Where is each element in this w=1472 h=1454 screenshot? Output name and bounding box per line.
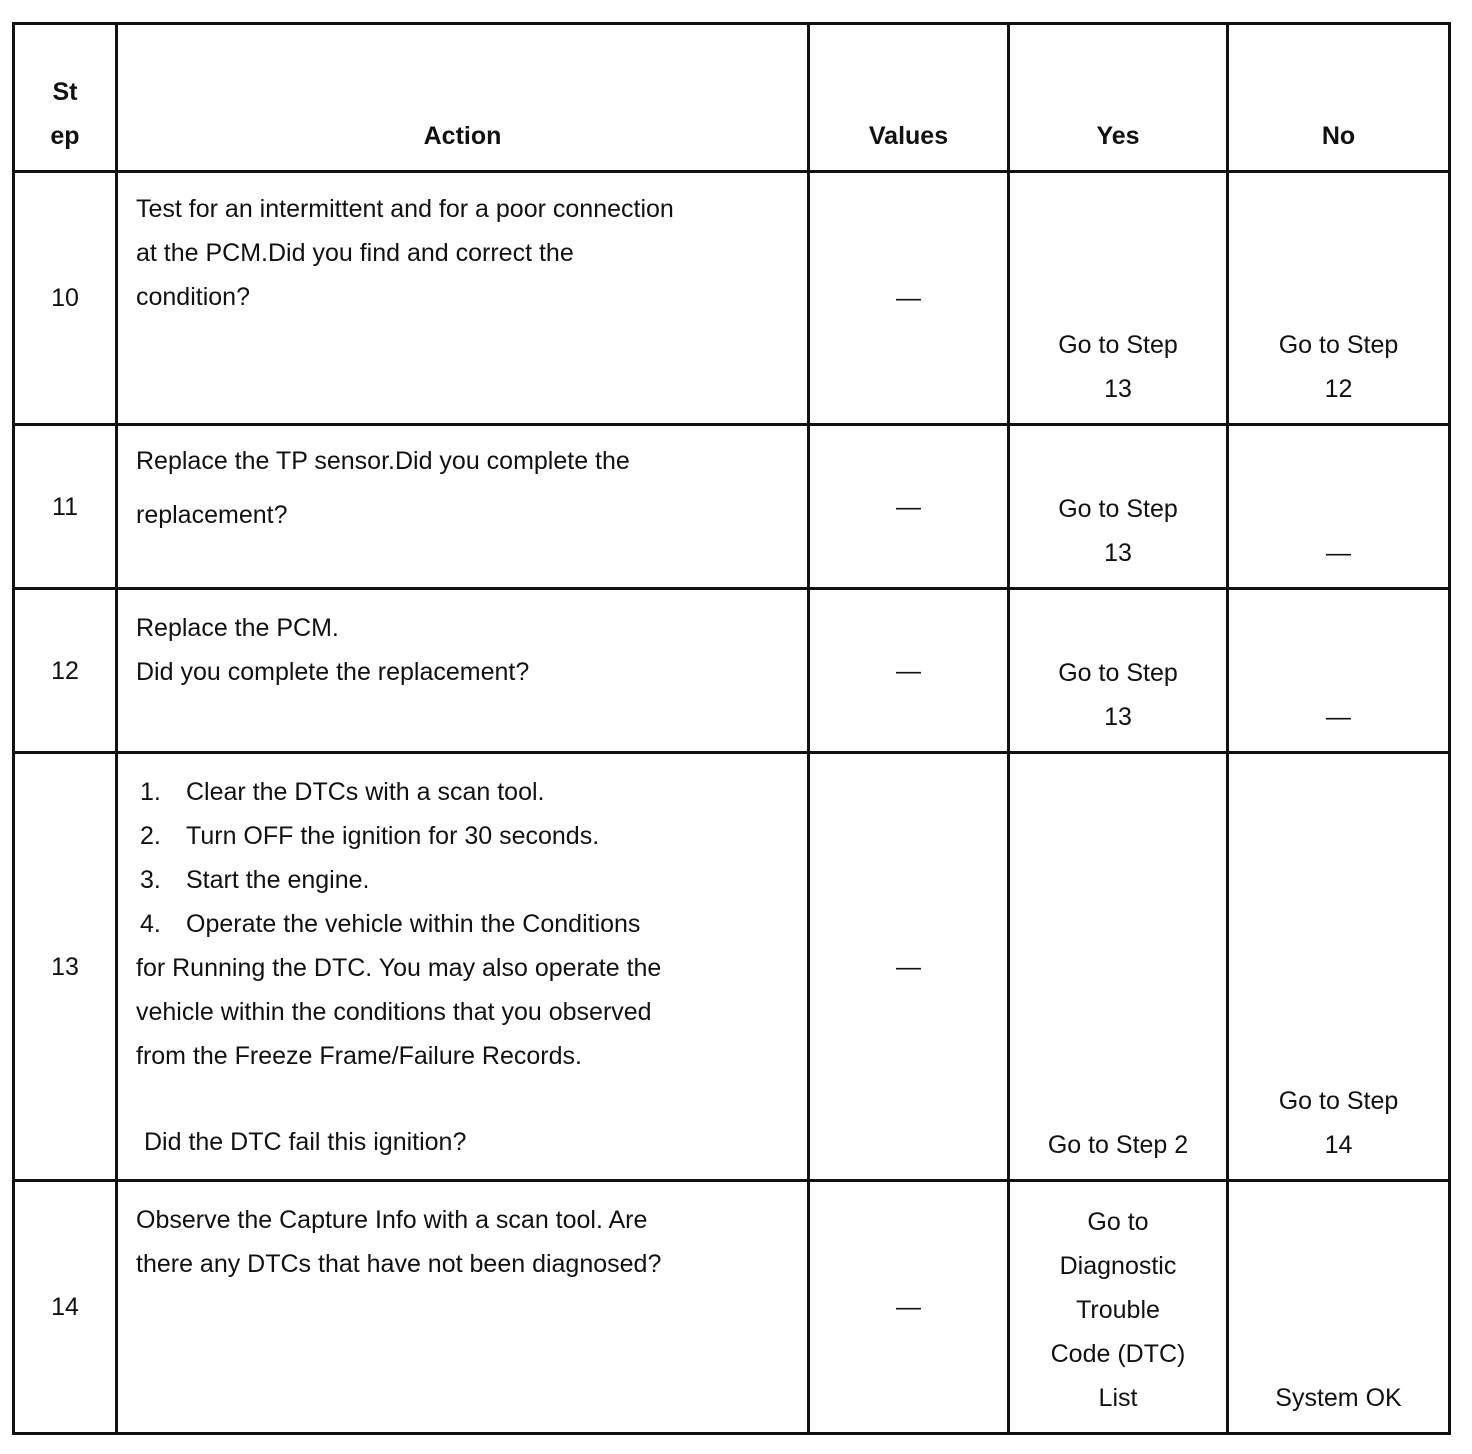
values-cell: — xyxy=(809,753,1009,1181)
list-item: 1. Clear the DTCs with a scan tool. xyxy=(140,778,545,806)
values-cell: — xyxy=(809,425,1009,589)
no-cell: Go to Step 12 xyxy=(1228,172,1450,425)
header-yes: Yes xyxy=(1009,24,1228,172)
yes-cell: Go to Step 13 xyxy=(1009,589,1228,753)
header-action: Action xyxy=(117,24,809,172)
diagnostic-table xyxy=(12,22,1451,1435)
header-step: St ep xyxy=(14,24,117,172)
table-row xyxy=(14,589,1450,753)
header-row xyxy=(14,24,1450,172)
action-cell: Replace the PCM. Did you complete the replacement? xyxy=(117,589,809,753)
table-row xyxy=(14,753,1450,1181)
values-cell: — xyxy=(809,589,1009,753)
yes-cell: Go to Step 2 xyxy=(1009,753,1228,1181)
no-cell: System OK xyxy=(1228,1181,1450,1434)
procedure-list xyxy=(136,770,747,946)
list-item: 4. Operate the vehicle within the Conditions xyxy=(140,910,641,938)
step-number: 12 xyxy=(14,589,117,753)
header-no: No xyxy=(1228,24,1450,172)
yes-cell: Go to Diagnostic Trouble Code (DTC) List xyxy=(1009,1181,1228,1434)
no-cell: Go to Step 14 xyxy=(1228,753,1450,1181)
no-cell: — xyxy=(1228,589,1450,753)
list-item: 3. Start the engine. xyxy=(140,866,370,894)
step-number: 11 xyxy=(14,425,117,589)
values-cell: — xyxy=(809,172,1009,425)
values-cell: — xyxy=(809,1181,1009,1434)
action-cell: Replace the TP sensor.Did you complete the replacement? xyxy=(117,425,809,589)
step-number: 10 xyxy=(14,172,117,425)
action-cell: Test for an intermittent and for a poor connection at the PCM.Did you find and correct the condition? xyxy=(117,172,809,425)
table-row xyxy=(14,425,1450,589)
yes-cell: Go to Step 13 xyxy=(1009,425,1228,589)
list-item: 2. Turn OFF the ignition for 30 seconds. xyxy=(140,822,600,850)
table-row xyxy=(14,1181,1450,1434)
yes-cell: Go to Step 13 xyxy=(1009,172,1228,425)
action-cell: Observe the Capture Info with a scan tool. Are there any DTCs that have not been diagnosed? xyxy=(117,1181,809,1434)
question-text: Did the DTC fail this ignition? xyxy=(144,1128,467,1156)
step-number: 14 xyxy=(14,1181,117,1434)
step-number: 13 xyxy=(14,753,117,1181)
action-cell: 1. Clear the DTCs with a scan tool. 2. Turn OFF the ignition for 30 seconds. 3. Start the engine. 4. Operate the vehicle within the Conditions for Running the DTC. You may also operate the vehicle within the conditions that you observed from the Freeze Frame/Failure Records. Did the DTC fail this ignition? xyxy=(117,753,809,1181)
no-cell: — xyxy=(1228,425,1450,589)
header-values: Values xyxy=(809,24,1009,172)
table-row xyxy=(14,172,1450,425)
